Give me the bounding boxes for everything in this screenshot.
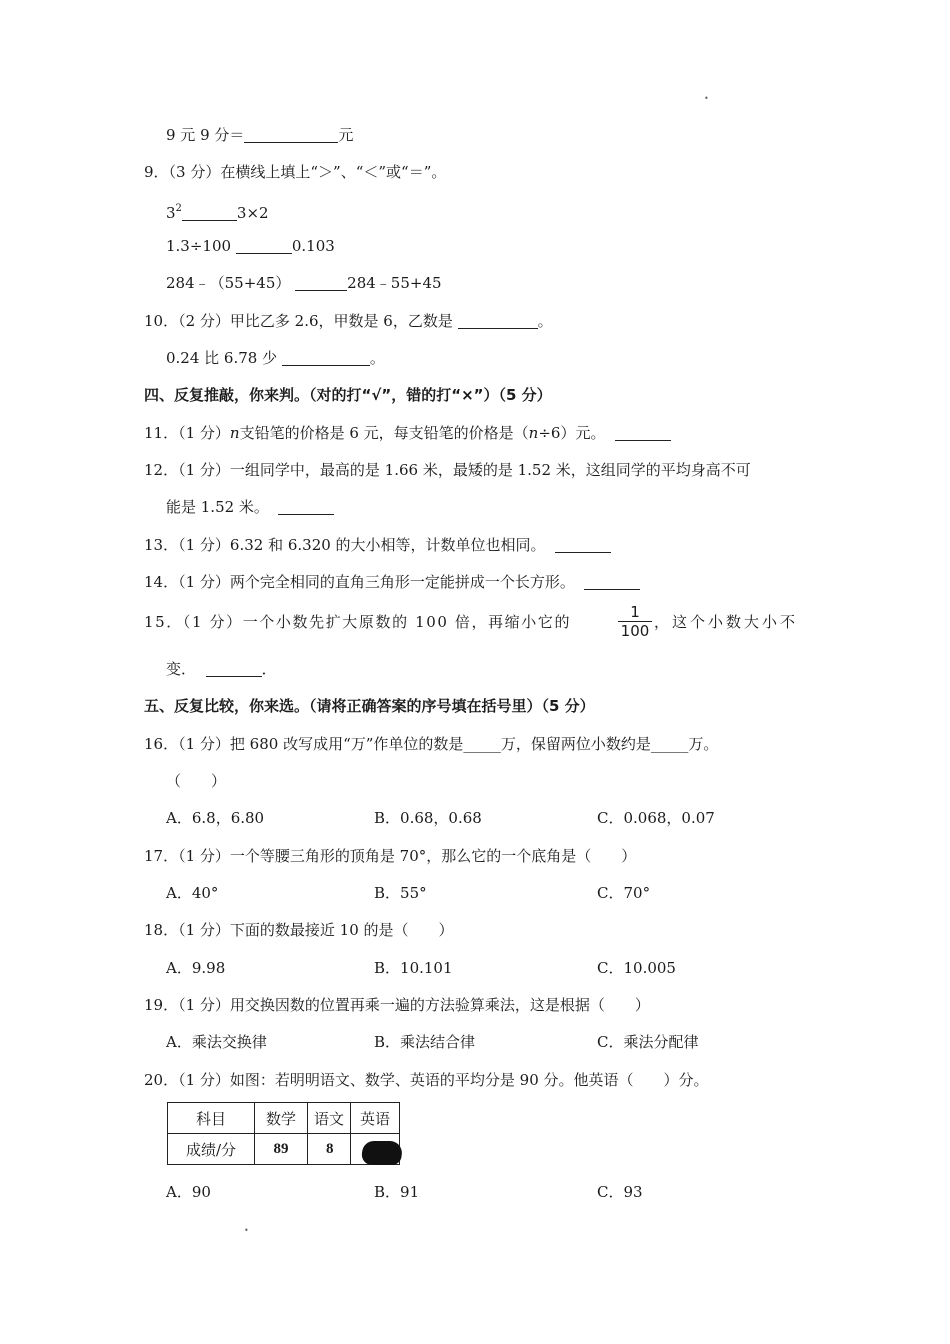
q12-line2-text: 能是 1.52 米。 [166, 498, 269, 516]
q18-option-c[interactable]: C．10.005 [597, 959, 676, 977]
table-cell-chinese: 8 [308, 1134, 351, 1165]
table-row-label: 成绩/分 [168, 1134, 255, 1165]
q16-option-c[interactable]: C．0.068，0.07 [597, 809, 715, 827]
q16-paren: （ ） [166, 772, 227, 790]
q9-c-right: 284﹣55+45 [347, 274, 442, 292]
q15-after: ，这个小数大小不 [654, 613, 799, 631]
q20-stem: 20．（1 分）如图：若明明语文、数学、英语的平均分是 90 分。他英语（ ）分。 [144, 1071, 709, 1089]
section-5-title: 五、反复比较，你来选。（请将正确答案的序号填在括号里）（5 分） [144, 697, 595, 715]
q14 [144, 572, 640, 592]
q16-option-b[interactable]: B．0.68，0.68 [374, 809, 482, 827]
q10-sub [166, 348, 385, 368]
q15-blank[interactable] [206, 661, 262, 677]
q10-stem [144, 311, 553, 331]
q15-end: ． [261, 660, 277, 678]
q19-option-c[interactable]: C．乘法分配律 [597, 1033, 699, 1051]
q17-stem: 17．（1 分）一个等腰三角形的顶角是 70°，那么它的一个底角是（ ） [144, 847, 637, 865]
q15-line2 [166, 659, 277, 679]
q20-option-b[interactable]: B．91 [374, 1183, 420, 1201]
q8-blank[interactable] [244, 127, 338, 143]
q18-option-b[interactable]: B．10.101 [374, 959, 453, 977]
q9-stem: 9．（3 分）在横线上填上“＞”、“＜”或“＝”。 [144, 163, 447, 181]
q11-pre: 11．（1 分） [144, 424, 230, 442]
q13 [144, 535, 611, 555]
q12-line2 [166, 497, 334, 517]
table-cell-math: 89 [255, 1134, 308, 1165]
q9-c-left: 284﹣（55+45） [166, 274, 291, 292]
q17-option-c[interactable]: C．70° [597, 884, 651, 902]
q20-option-a[interactable]: A．90 [166, 1183, 211, 1201]
scan-dot-bottom: • [244, 1226, 249, 1235]
table-header-row [168, 1103, 400, 1134]
q19-option-b[interactable]: B．乘法结合律 [374, 1033, 476, 1051]
q8-unit: 元 [338, 126, 354, 144]
q11-mid: 支铅笔的价格是 6 元，每支铅笔的价格是（ [239, 424, 529, 442]
q13-blank[interactable] [555, 537, 611, 553]
q11-var2: n [528, 424, 539, 442]
q10-sub-text: 0.24 比 6.78 少 [166, 349, 278, 367]
q16-stem: 16．（1 分）把 680 改写成用“万”作单位的数是_____万，保留两位小数约是_____万。 [144, 735, 719, 753]
q9-a-blank[interactable] [182, 205, 237, 221]
q14-text: 14．（1 分）两个完全相同的直角三角形一定能拼成一个长方形。 [144, 573, 575, 591]
q11-post: ÷6）元。 [538, 424, 606, 442]
q15-fraction-den: 100 [620, 622, 650, 640]
q15-line2-text: 变． [166, 660, 197, 678]
q18-option-a[interactable]: A．9.98 [166, 959, 226, 977]
q9-c-blank[interactable] [295, 275, 347, 291]
q9-a-base: 3 [166, 204, 176, 222]
ink-blot [360, 1141, 403, 1165]
q16-option-a[interactable]: A．6.8，6.80 [166, 809, 265, 827]
q9-b-left: 1.3÷100 [166, 237, 232, 255]
q17-option-b[interactable]: B．55° [374, 884, 427, 902]
table-header-english: 英语 [351, 1103, 400, 1134]
q9-c [166, 273, 442, 293]
q9-a-right: 3×2 [236, 204, 269, 222]
q13-text: 13．（1 分）6.32 和 6.320 的大小相等，计数单位也相同。 [144, 536, 546, 554]
q9-a-exp: 2 [175, 203, 182, 214]
table-header-subject: 科目 [168, 1103, 255, 1134]
table-header-chinese: 语文 [308, 1103, 351, 1134]
q10-sub-blank[interactable] [282, 350, 370, 366]
q10-end: 。 [537, 312, 553, 330]
q8-line [166, 125, 353, 145]
q12-blank[interactable] [278, 499, 334, 515]
q12-line1: 12．（1 分）一组同学中，最高的是 1.66 米，最矮的是 1.52 米，这组同学的平均身高不可 [144, 461, 751, 479]
q11 [144, 423, 671, 443]
q18-stem: 18．（1 分）下面的数最接近 10 的是（ ） [144, 921, 454, 939]
q20-option-c[interactable]: C．93 [597, 1183, 643, 1201]
q15-line1: 15．（1 分）一个小数先扩大原数的 100 倍，再缩小它的 [144, 613, 572, 631]
q9-b-blank[interactable] [236, 238, 292, 254]
section-4-title: 四、反复推敲，你来判。（对的打“√”，错的打“×”）（5 分） [144, 386, 552, 404]
q11-blank[interactable] [615, 425, 671, 441]
q9-b-right: 0.103 [291, 237, 335, 255]
q19-stem: 19．（1 分）用交换因数的位置再乘一遍的方法验算乘法，这是根据（ ） [144, 996, 650, 1014]
q19-option-a[interactable]: A．乘法交换律 [166, 1033, 267, 1051]
q17-option-a[interactable]: A．40° [166, 884, 219, 902]
q15-fraction [618, 603, 652, 640]
q14-blank[interactable] [584, 574, 640, 590]
q10-text: 10．（2 分）甲比乙多 2.6，甲数是 6，乙数是 [144, 312, 453, 330]
table-header-math: 数学 [255, 1103, 308, 1134]
q11-var: n [229, 424, 240, 442]
q15-fraction-num: 1 [630, 603, 640, 621]
q8-text: 9 元 9 分＝ [166, 126, 245, 144]
scan-dot: • [704, 94, 709, 103]
q10-blank[interactable] [458, 313, 538, 329]
q9-a [166, 199, 269, 223]
q9-b [166, 236, 335, 256]
q10-sub-end: 。 [369, 349, 385, 367]
